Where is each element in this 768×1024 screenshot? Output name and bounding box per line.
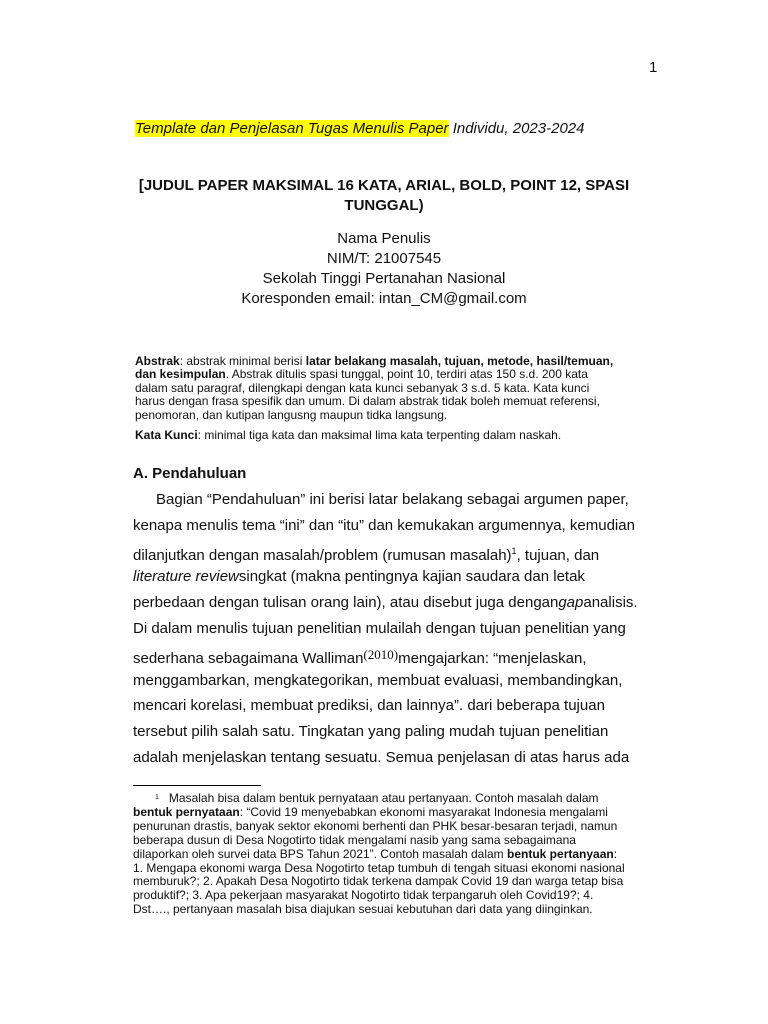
footnote-text: : “Covid 19 menyebabkan ekonomi masyarakat Indonesia mengalami — [239, 804, 608, 819]
template-line — [135, 120, 584, 137]
abstract-text: dalam satu paragraf, dilengkapi dengan kata kunci sebanyak 3 s.d. 5 kata. Kata kunci — [135, 380, 590, 395]
section-heading: A. Pendahuluan — [133, 465, 247, 482]
abstract-text: penomoran, dan kutipan langusng maupun tidka langsung. — [135, 407, 448, 422]
body-text: mencari korelasi, membuat prediksi, dan lainnya”. dari beberapa tujuan — [133, 697, 605, 715]
author-institution: Sekolah Tinggi Pertanahan Nasional — [262, 270, 506, 287]
footnote-text: produktif?; 3. Apa pekerjaan masyarakat Nogotirto tidak terpangaruh oleh Covid19?; 4. — [133, 888, 594, 903]
body-text: menggambarkan, mengkategorikan, membuat evaluasi, membandingkan, — [133, 671, 623, 689]
abstract-bold-text: latar belakang masalah, tujuan, metode, hasil/temuan, — [305, 354, 614, 368]
body-line — [133, 590, 656, 616]
footnote-ref[interactable]: 1 — [511, 545, 517, 556]
body-italic-text: gap — [558, 594, 584, 612]
body-text: dilanjutkan dengan masalah/problem (rumusan masalah) — [133, 546, 512, 564]
footnote-mark: 1 — [155, 794, 159, 801]
footnote-text: Masalah bisa dalam bentuk pernyataan atau pertanyaan. Contoh masalah dalam — [168, 791, 599, 805]
footnote-text: Dst…., pertanyaan masalah bisa diajukan sesuai kebutuhan dari data yang diinginkan. — [133, 902, 593, 917]
footnote-text: memburuk?; 2. Apakah Desa Nogotirto tidak terkena dampak Covid 19 dan warga tetap bisa — [133, 874, 624, 889]
body-text: analisis. — [583, 594, 638, 612]
body-line — [133, 668, 656, 694]
abstract-label: Abstrak — [135, 354, 180, 368]
footnote-divider — [133, 785, 261, 786]
abstract-text: : abstrak minimal berisi — [179, 354, 306, 368]
body-paragraph — [133, 487, 656, 771]
footnote-bold-text: bentuk pernyataan — [133, 804, 240, 819]
abstract — [135, 355, 669, 422]
keywords-text: : minimal tiga kata dan maksimal lima kata terpenting dalam naskah. — [197, 428, 562, 442]
citation[interactable]: (2010) — [363, 646, 399, 662]
body-text: Bagian “Pendahuluan” ini berisi latar belakang sebagai argumen paper, — [156, 491, 629, 508]
abstract-text: . Abstrak ditulis spasi tunggal, point 10, terdiri atas 150 s.d. 200 kata — [225, 367, 588, 382]
author-name: Nama Penulis — [337, 230, 431, 247]
keywords-label: Kata Kunci — [135, 428, 198, 442]
footnote-bold-text: bentuk pertanyaan — [507, 846, 614, 861]
footnote-text: penurunan drastis, banyak sektor ekonomi berhenti dan PHK besar-besaran terjadi, namun — [133, 818, 618, 833]
footnote-text: : — [613, 846, 618, 861]
body-line — [133, 642, 656, 668]
footnote-text: dilaporkan oleh survei data BPS Tahun 2021”. Contoh masalah dalam — [133, 846, 508, 861]
body-line — [133, 539, 656, 565]
body-line — [133, 513, 656, 539]
footnote-text: 1. Mengapa ekonomi warga Desa Nogotirto tetap tumbuh di tengah situasi ekonomi nasional — [133, 860, 625, 875]
body-text: sederhana sebagaimana Walliman — [133, 649, 364, 667]
body-text: adalah menjelaskan tentang sesuatu. Semua penjelasan di atas harus ada — [133, 748, 630, 766]
title-line: [JUDUL PAPER MAKSIMAL 16 KATA, ARIAL, BOLD, POINT 12, SPASI — [138, 177, 630, 194]
body-italic-text: literature review — [133, 568, 239, 586]
author-nim: NIM/T: 21007545 — [326, 250, 442, 267]
abstract-text: harus dengan frasa spesifik dan umum. Di dalam abstrak tidak boleh memuat referensi, — [135, 394, 600, 409]
body-text: Di dalam menulis tujuan penelitian mulailah dengan tujuan penelitian yang — [133, 619, 626, 637]
body-line — [133, 745, 656, 771]
keywords — [135, 428, 669, 442]
footnote-text: beberapa dusun di Desa Nogotirto tidak mengalami nasib yang sama sebagaimana — [133, 832, 576, 847]
body-line — [133, 487, 656, 513]
body-text: perbedaan dengan tulisan orang lain), atau disebut juga dengan — [133, 594, 559, 612]
body-line — [133, 616, 656, 642]
author-email: Koresponden email: intan_CM@gmail.com — [241, 290, 527, 307]
body-line — [133, 693, 656, 719]
template-year: Individu, 2023-2024 — [448, 120, 585, 137]
body-text: mengajarkan: “menjelaskan, — [398, 649, 587, 667]
body-text: , tujuan, dan — [516, 546, 600, 564]
title-line: TUNGGAL) — [344, 197, 424, 214]
body-text: kenapa menulis tema “ini” dan “itu” dan kemukakan argumennya, kemudian — [133, 516, 635, 534]
footnote — [133, 791, 656, 917]
paper-title — [120, 176, 648, 216]
body-line — [133, 719, 656, 745]
body-text: singkat (makna pentingnya kajian saudara dan letak — [238, 568, 585, 586]
abstract-bold-text: dan kesimpulan — [135, 367, 226, 382]
template-highlighted: Template dan Penjelasan Tugas Menulis Paper — [135, 120, 449, 137]
author-block — [120, 229, 648, 309]
body-text: tersebut pilih salah satu. Tingkatan yang paling mudah tujuan penelitian — [133, 723, 609, 741]
page-number: 1 — [649, 59, 658, 76]
body-line — [133, 564, 656, 590]
